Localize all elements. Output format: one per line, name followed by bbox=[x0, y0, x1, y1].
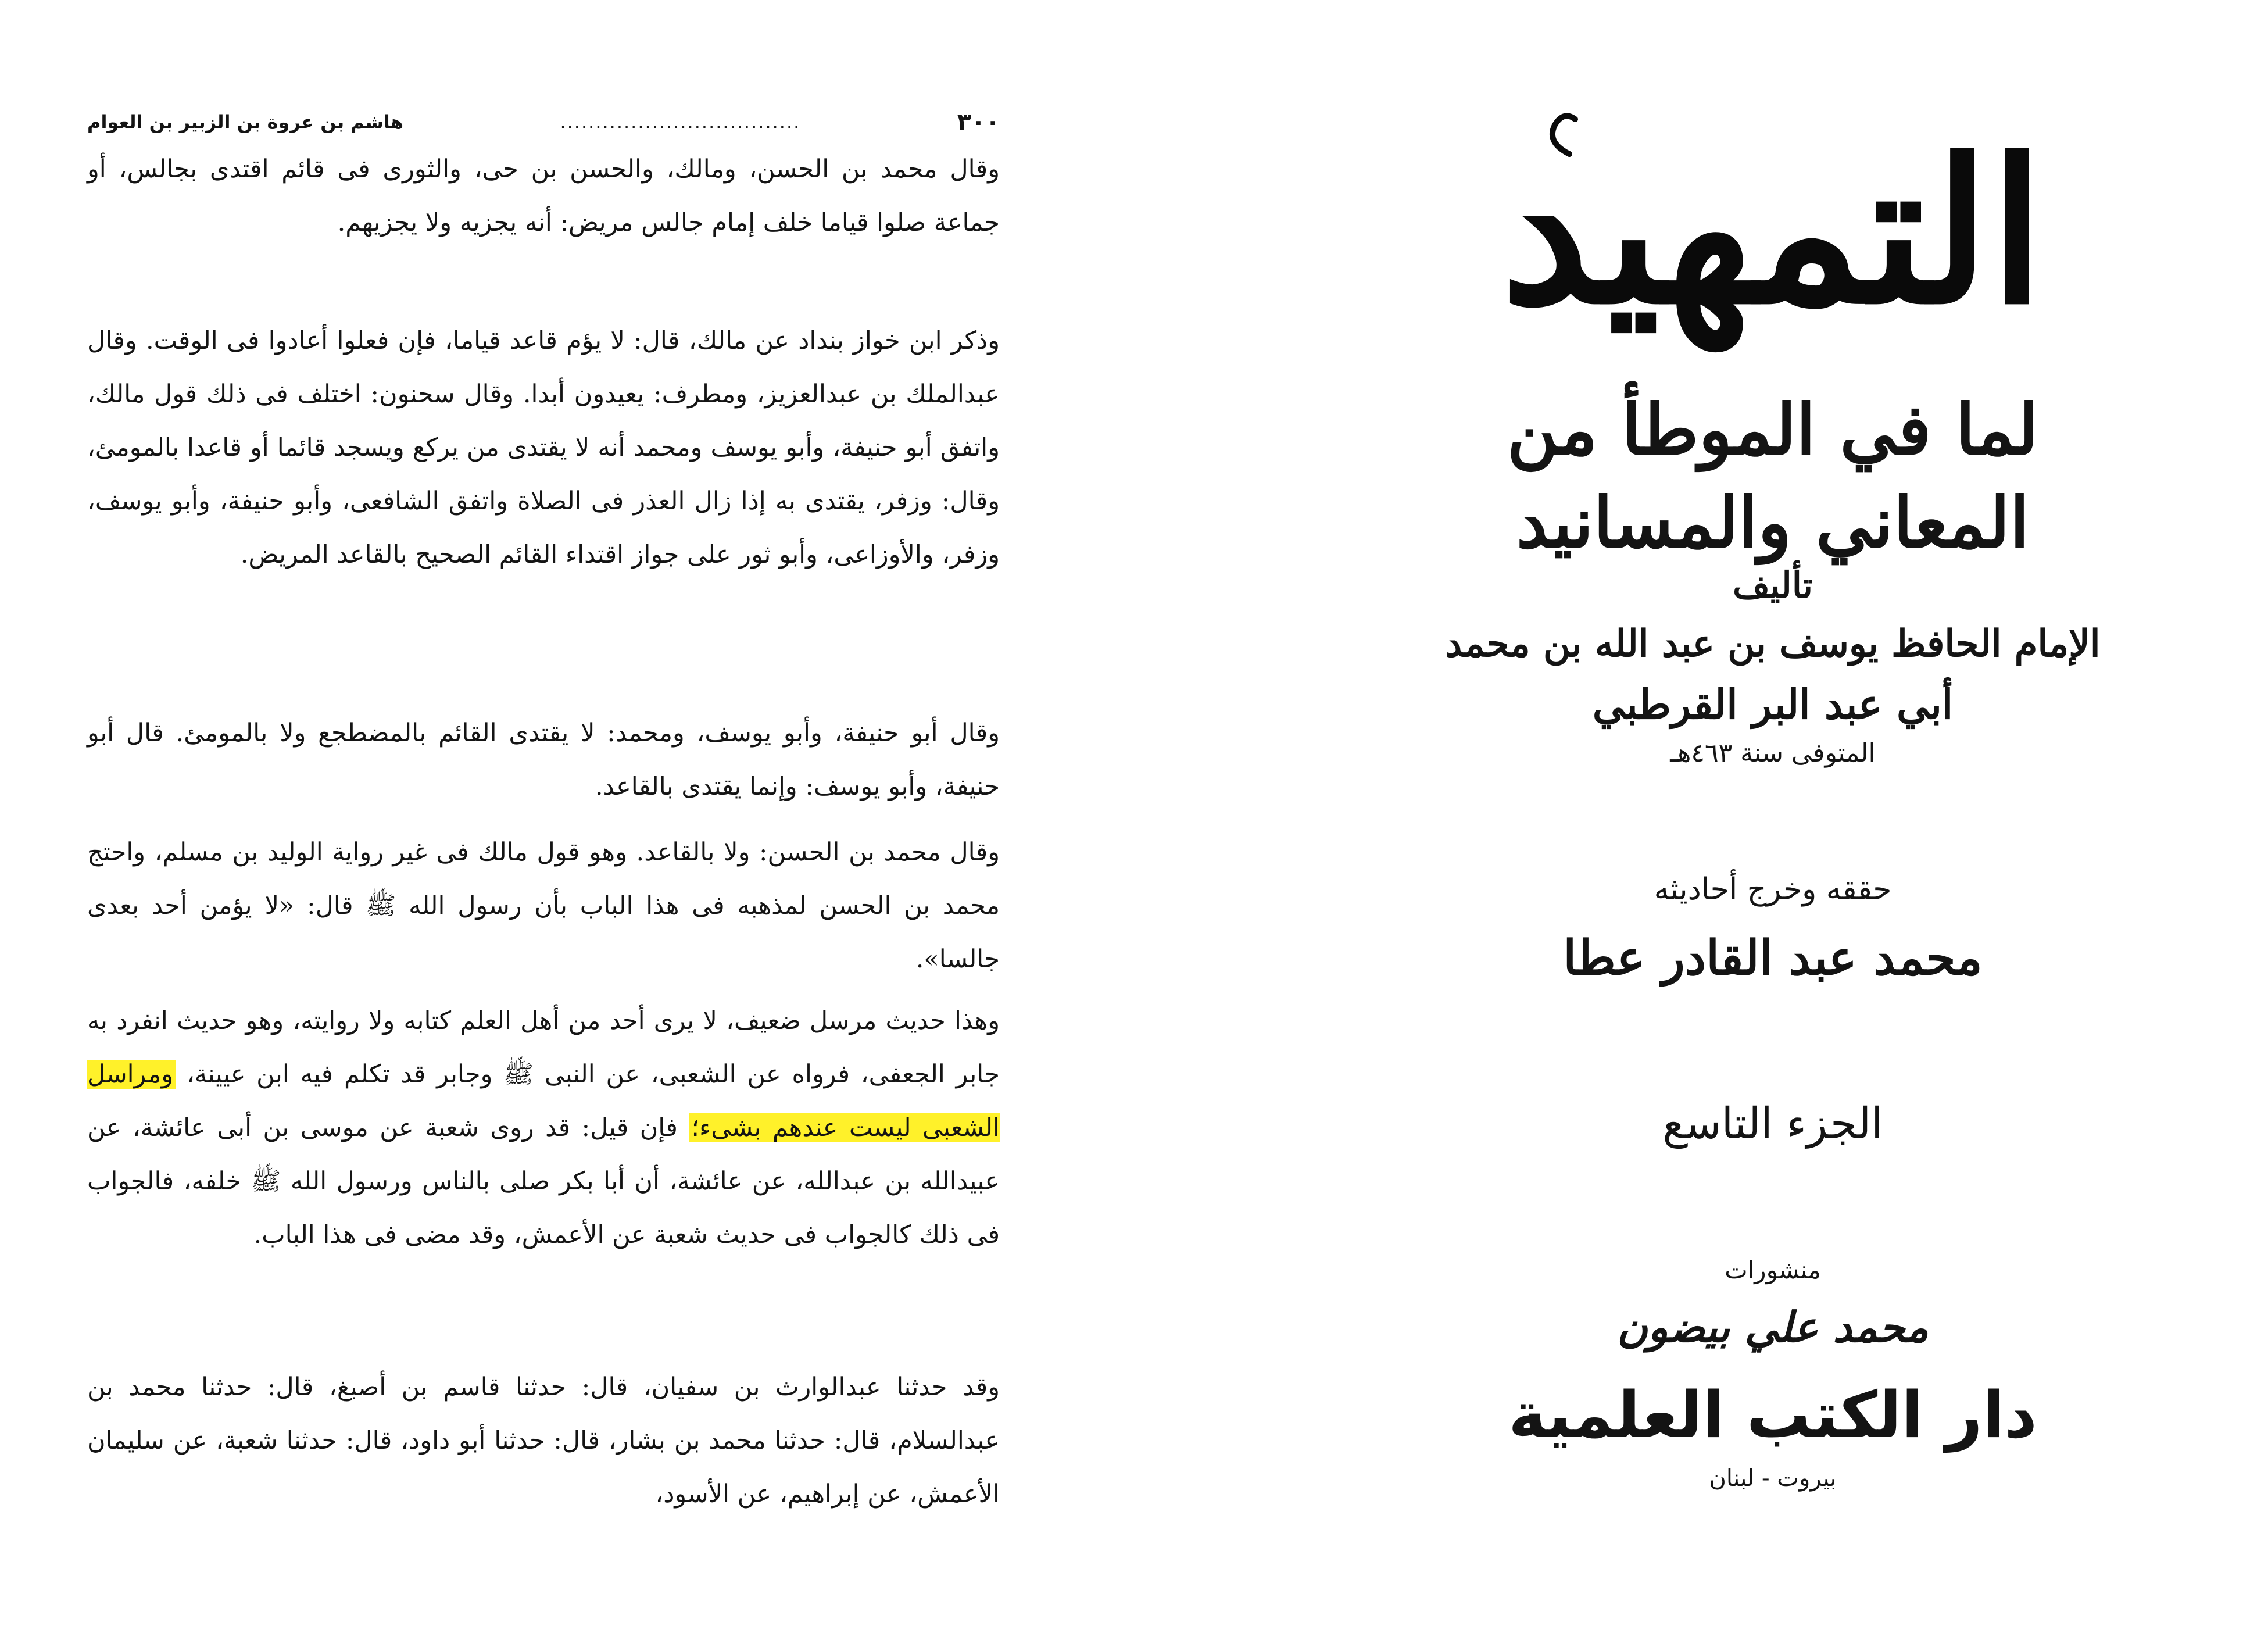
author-death-year: المتوفى سنة ٤٦٣هـ bbox=[1670, 738, 1876, 768]
author-name-line1: الإمام الحافظ يوسف بن عبد الله بن محمد bbox=[1445, 622, 2101, 666]
author-name-line2: أبي عبد البر القرطبي bbox=[1592, 680, 1954, 728]
publisher-label: منشورات bbox=[1725, 1256, 1821, 1284]
title-page bbox=[1424, 105, 2122, 1558]
paragraph-1: وقال محمد بن الحسن، ومالك، والحسن بن حى، والثورى فى قائم اقتدى بجالس، أو جماعة صلوا قياما خلف إمام جالس مريض: أنه يجزيه ولا يجزيهم. bbox=[87, 155, 1000, 237]
book-subtitle: لما في الموطأ من المعاني والمسانيد bbox=[1507, 389, 2039, 564]
paragraph-5 bbox=[87, 994, 1000, 1262]
left-page bbox=[87, 93, 1000, 1605]
publisher-house: دار الكتب العلمية bbox=[1508, 1378, 2037, 1452]
book-title: التمهيد bbox=[1501, 116, 2045, 348]
header-dots: .................................. bbox=[560, 111, 801, 133]
paragraph-6: وقد حدثنا عبدالوارث بن سفيان، قال: حدثنا قاسم بن أصبغ، قال: حدثنا محمد بن عبدالسلام، قال: حدثنا محمد بن بشار، قال: حدثنا أبو داود، قال: حدثنا شعبة، عن سليمان الأعمش، عن إبراهيم، عن الأسود، bbox=[87, 1373, 1000, 1509]
editor-label: حققه وخرج أحاديثه bbox=[1654, 872, 1892, 907]
page-number: ٣٠٠ bbox=[957, 109, 1000, 135]
running-title: هاشم بن عروة بن الزبير بن العوام bbox=[87, 111, 403, 133]
paragraph-4: وقال محمد بن الحسن: ولا بالقاعد. وهو قول مالك فى غير رواية الوليد بن مسلم، واحتج محمد بن الحسن لمذهبه فى هذا الباب بأن رسول الله ﷺ قال: «لا يؤمن أحد بعدى جالسا». bbox=[87, 838, 1000, 974]
publisher-city: بيروت - لبنان bbox=[1709, 1465, 1837, 1492]
page-header bbox=[87, 102, 1000, 142]
paragraph-5-after: فإن قيل: قد روى شعبة عن موسى بن أبى عائشة، عن عبيدالله بن عبدالله، عن عائشة، أن أبا بكر صلى بالناس ورسول الله ﷺ خلفه، فالجواب فى ذلك كالجواب فى حديث شعبة عن الأعمش، وقد مضى فى هذا الباب. bbox=[87, 1113, 1000, 1249]
volume-label: الجزء التاسع bbox=[1662, 1099, 1883, 1149]
paragraph-5-before: وهذا حديث مرسل ضعيف، لا يرى أحد من أهل العلم كتابه ولا روايته، وهو حديث انفرد به جابر الجعفى، فرواه عن الشعبى، عن النبى ﷺ وجابر قد تكلم فيه ابن عيينة، bbox=[87, 1006, 1000, 1089]
editor-name: محمد عبد القادر عطا bbox=[1563, 930, 1983, 986]
authored-by-label: تأليف bbox=[1733, 564, 1813, 606]
highlighted-text: ومراسل الشعبى ليست عندهم بشىء؛ bbox=[87, 1060, 1000, 1142]
publisher-name: محمد علي بيضون bbox=[1617, 1302, 1929, 1352]
paragraph-2: وذكر ابن خواز بنداد عن مالك، قال: لا يؤم قاعد قياما، فإن فعلوا أعادوا فى الوقت. وقال عبدالملك بن عبدالعزيز، ومطرف: يعيدون أبدا. وقال سحنون: اختلف فى ذلك قول مالك، واتفق أبو حنيفة، وأبو يوسف ومحمد أنه لا يقتدى من يركع ويسجد قائما أو قاعدا بالمومئ، وقال: وزفر، يقتدى به إذا زال العذر فى الصلاة واتفق الشافعى، وأبو حنيفة، وأبو يوسف، وزفر، والأوزاعى، وأبو ثور على جواز اقتداء القائم الصحيح بالقاعد المريض. bbox=[87, 326, 1000, 569]
paragraph-3: وقال أبو حنيفة، وأبو يوسف، ومحمد: لا يقتدى القائم بالمضطجع ولا بالمومئ. قال أبو حنيفة، وأبو يوسف: وإنما يقتدى بالقاعد. bbox=[87, 719, 1000, 801]
